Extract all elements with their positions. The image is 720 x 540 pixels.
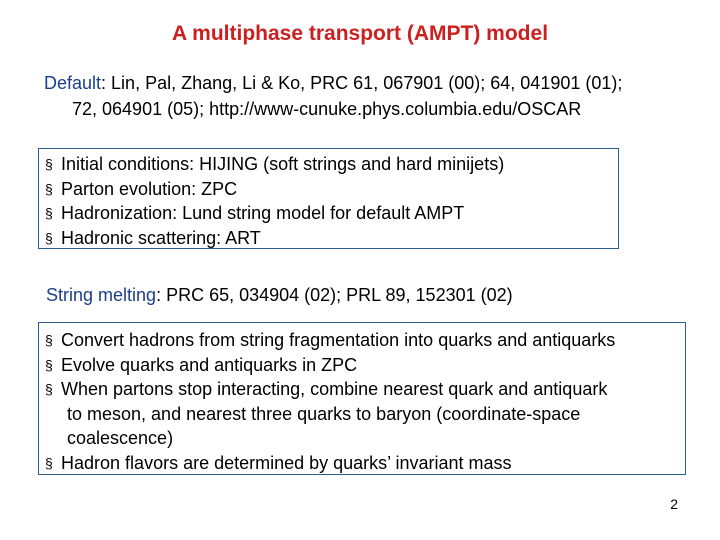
bullet-icon: §: [45, 454, 53, 471]
default-reference: [44, 70, 704, 122]
string-melting-reference: [46, 283, 513, 307]
item-text: Convert hadrons from string fragmentation into quarks and antiquarks: [61, 330, 616, 350]
default-reference-line2: 72, 064901 (05); http://www-cunuke.phys.columbia.edu/OSCAR: [72, 99, 582, 119]
item-text: Evolve quarks and antiquarks in ZPC: [61, 354, 358, 375]
item-text: Hadronization: Lund string model for default AMPT: [61, 203, 465, 223]
bullet-icon: §: [45, 180, 53, 197]
item-text: Hadronic scattering: ART: [61, 227, 261, 248]
list-item: [45, 377, 685, 402]
page-number: 2: [670, 496, 678, 512]
item-text: Hadron flavors are determined by quarks’ invariant mass: [61, 452, 512, 473]
item-text: When partons stop interacting, combine nearest quark and antiquark: [61, 379, 608, 399]
list-item: [45, 226, 618, 251]
list-item: [45, 328, 685, 353]
bullet-icon: §: [45, 229, 53, 246]
bullet-icon: §: [45, 332, 53, 348]
bullet-icon: §: [45, 156, 53, 172]
default-reference-line1: : Lin, Pal, Zhang, Li & Ko, PRC 61, 067901 (00); 64, 041901 (01);: [101, 73, 623, 93]
list-item: [45, 451, 685, 476]
item-continuation: coalescence): [67, 428, 174, 448]
slide-title: A multiphase transport (AMPT) model: [171, 22, 549, 45]
default-model-box: [38, 148, 619, 249]
string-melting-box: [38, 322, 686, 475]
bullet-icon: §: [45, 381, 53, 397]
list-item: [45, 152, 618, 177]
list-item: [45, 353, 685, 378]
list-item: [45, 177, 618, 202]
bullet-icon: §: [45, 356, 53, 373]
default-label: Default: [44, 73, 102, 93]
item-text: Parton evolution: ZPC: [61, 178, 238, 199]
bullet-icon: §: [45, 205, 53, 221]
item-continuation: to meson, and nearest three quarks to baryon (coordinate-space: [67, 403, 581, 424]
string-melting-reference-text: : PRC 65, 034904 (02); PRL 89, 152301 (02): [156, 285, 513, 305]
item-text: Initial conditions: HIJING (soft strings and hard minijets): [61, 154, 505, 174]
string-melting-label: String melting: [46, 285, 157, 305]
list-item: [45, 201, 618, 226]
